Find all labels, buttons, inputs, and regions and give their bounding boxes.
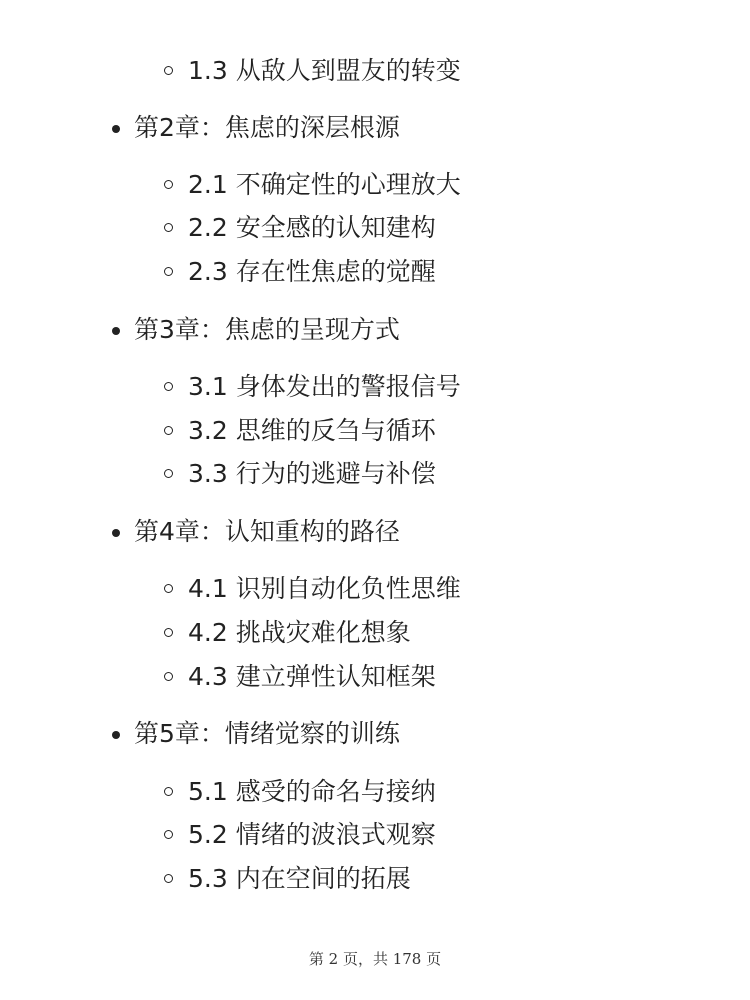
toc-section-label: 2.3 存在性焦虑的觉醒 xyxy=(188,257,436,286)
toc-section-label: 4.3 建立弹性认知框架 xyxy=(188,662,436,691)
toc-section-label: 2.2 安全感的认知建构 xyxy=(188,213,436,242)
toc-section-label: 1.3 从敌人到盟友的转变 xyxy=(188,56,461,85)
toc-chapter-label: 第4章：认知重构的路径 xyxy=(134,517,400,546)
toc-section-label: 2.1 不确定性的心理放大 xyxy=(188,170,461,199)
hollow-bullet-icon xyxy=(164,223,173,232)
hollow-bullet-icon xyxy=(164,180,173,189)
hollow-bullet-icon xyxy=(164,469,173,478)
hollow-bullet-icon xyxy=(164,426,173,435)
hollow-bullet-icon xyxy=(164,267,173,276)
hollow-bullet-icon xyxy=(164,66,173,75)
toc-section-label: 5.3 内在空间的拓展 xyxy=(188,864,411,893)
hollow-bullet-icon xyxy=(164,672,173,681)
hollow-bullet-icon xyxy=(164,628,173,637)
hollow-bullet-icon xyxy=(164,787,173,796)
hollow-bullet-icon xyxy=(164,584,173,593)
filled-bullet-icon xyxy=(112,731,120,739)
filled-bullet-icon xyxy=(112,125,120,133)
toc-chapter-label: 第3章：焦虑的呈现方式 xyxy=(134,315,400,344)
toc-chapter-label: 第5章：情绪觉察的训练 xyxy=(134,719,400,748)
toc-section-label: 4.2 挑战灾难化想象 xyxy=(188,618,411,647)
toc-section-label: 4.1 识别自动化负性思维 xyxy=(188,574,461,603)
filled-bullet-icon xyxy=(112,529,120,537)
toc-section-label: 5.2 情绪的波浪式观察 xyxy=(188,820,436,849)
hollow-bullet-icon xyxy=(164,382,173,391)
toc-section-label: 3.1 身体发出的警报信号 xyxy=(188,372,461,401)
toc-section-label: 5.1 感受的命名与接纳 xyxy=(188,777,436,806)
hollow-bullet-icon xyxy=(164,830,173,839)
toc-section-label: 3.3 行为的逃避与补偿 xyxy=(188,459,436,488)
hollow-bullet-icon xyxy=(164,874,173,883)
toc-chapter-label: 第2章：焦虑的深层根源 xyxy=(134,113,400,142)
toc-section-label: 3.2 思维的反刍与循环 xyxy=(188,416,436,445)
page-number-footer: 第 2 页，共 178 页 xyxy=(308,950,442,968)
filled-bullet-icon xyxy=(112,327,120,335)
